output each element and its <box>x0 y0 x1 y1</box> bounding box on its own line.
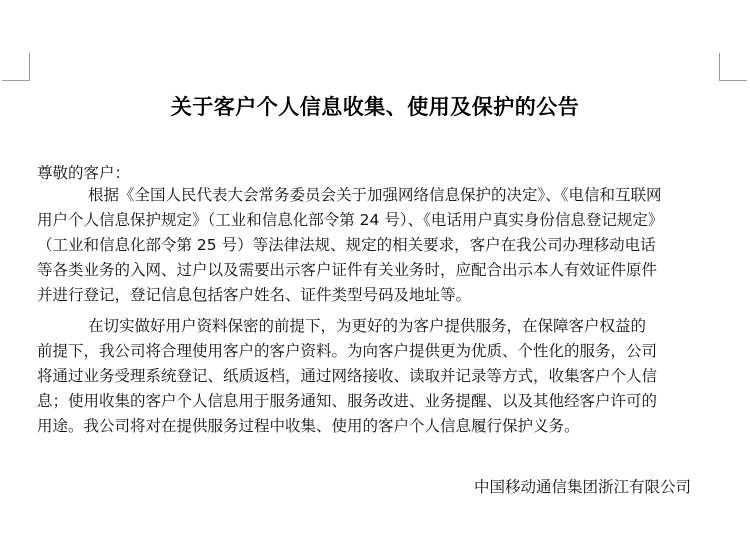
paragraph-line: （工业和信息化部令第 25 号）等法律法规、规定的相关要求，客户在我公司办理移动电话 <box>37 236 656 254</box>
paragraph-line: 等各类业务的入网、过户以及需要出示客户证件有关业务时，应配合出示本人有效证件原件 <box>37 261 658 279</box>
paragraph-line: 在切实做好用户资料保密的前提下，为更好的为客户提供服务，在保障客户权益的 <box>88 317 647 335</box>
crop-mark-top-left-vertical <box>29 53 30 81</box>
paragraph-line: 息；使用收集的客户个人信息用于服务通知、服务改进、业务提醒、以及其他经客户许可的 <box>37 392 658 410</box>
paragraph-line: 用途。我公司将对在提供服务过程中收集、使用的客户个人信息履行保护义务。 <box>37 417 580 435</box>
crop-mark-top-right-vertical <box>719 53 720 81</box>
document-title: 关于客户个人信息收集、使用及保护的公告 <box>170 95 580 119</box>
paragraph-line: 并进行登记，登记信息包括客户姓名、证件类型号码及地址等。 <box>37 286 472 304</box>
paragraph-line: 根据《全国人民代表大会常务委员会关于加强网络信息保护的决定》、《电信和互联网 <box>88 186 662 204</box>
paragraph-line: 前提下，我公司将合理使用客户的客户资料。为向客户提供更为优质、个性化的服务，公司 <box>37 342 658 360</box>
signature: 中国移动通信集团浙江有限公司 <box>474 478 692 496</box>
crop-mark-top-right-horizontal <box>719 80 747 81</box>
greeting: 尊敬的客户： <box>37 164 131 182</box>
crop-mark-top-left-horizontal <box>2 80 30 81</box>
paragraph-line: 用户个人信息保护规定》（工业和信息化部令第 24 号）、《电话用户真实身份信息登记规定》 <box>37 211 664 229</box>
paragraph-line: 将通过业务受理系统登记、纸质返档，通过网络接收、读取并记录等方式，收集客户个人信 <box>37 367 658 385</box>
